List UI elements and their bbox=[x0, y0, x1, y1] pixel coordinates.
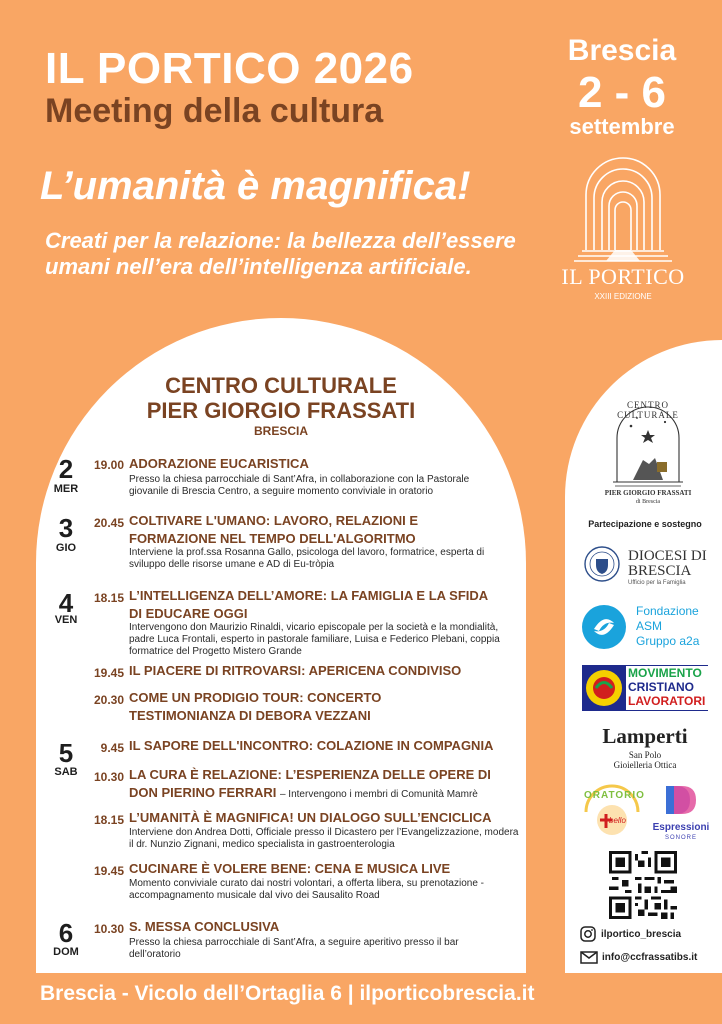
event-time: 19.45 bbox=[93, 864, 124, 878]
event-item-title: IL SAPORE DELL'INCONTRO: COLAZIONE IN COMPAGNIA bbox=[129, 738, 494, 753]
diocesi-seal-icon bbox=[584, 545, 620, 583]
footer-address: Brescia - Vicolo dell’Ortaglia 6 | ilporticobrescia.it bbox=[40, 982, 535, 1005]
mcl-logo bbox=[582, 665, 708, 711]
day-name: DOM bbox=[53, 946, 79, 958]
event-item-desc: Presso la chiesa parrocchiale di Sant’Afra, in collaborazione con la Pastorale giovanile di Brescia Centro, a seguire momento conviviale in oratorio bbox=[129, 474, 470, 497]
event-item-desc: Interviene la prof.ssa Rosanna Gallo, psicologa del lavoro, formatrice, esperta di sviluppo delle risorse umane e AD di Eu-tròpia bbox=[129, 547, 485, 570]
instagram-icon bbox=[580, 926, 596, 942]
event-month: settembre bbox=[569, 114, 675, 139]
mcl-line-2: CRISTIANO bbox=[628, 680, 694, 694]
oratorio-sub: bello bbox=[609, 816, 626, 825]
event-item-title: COME UN PRODIGIO TOUR: CONCERTO TESTIMONIANZA DI DEBORA VEZZANI bbox=[129, 690, 382, 723]
espressioni-line-1: Espressioni bbox=[652, 822, 710, 833]
centro-culturale-logo bbox=[603, 398, 693, 510]
event-time: 20.30 bbox=[93, 693, 124, 707]
instagram-link[interactable] bbox=[580, 925, 681, 943]
event-subtitle: Meeting della cultura bbox=[45, 92, 384, 130]
event-item-desc: – Intervengono i membri di Comunità Mamrè bbox=[279, 789, 478, 800]
event-time: 19.45 bbox=[93, 666, 124, 680]
event-time: 19.00 bbox=[93, 458, 124, 472]
email-address: info@ccfrassatibs.it bbox=[602, 951, 698, 963]
event-time: 9.45 bbox=[100, 741, 124, 755]
venue-line-2: PIER GIORGIO FRASSATI bbox=[146, 398, 416, 423]
event-city: Brescia bbox=[567, 34, 677, 67]
venue-line-1: CENTRO CULTURALE bbox=[165, 373, 397, 398]
event-item-title: IL PIACERE DI RITROVARSI: APERICENA CONDIVISO bbox=[129, 663, 462, 678]
day-name: VEN bbox=[54, 614, 78, 626]
lamperti-sub-2: Gioielleria Ottica bbox=[613, 760, 677, 770]
partners-label: Partecipazione e sostegno bbox=[588, 519, 702, 529]
venue-city: BRESCIA bbox=[253, 424, 308, 438]
lamperti-name: Lamperti bbox=[602, 724, 688, 748]
logo-edition: XXIII EDIZIONE bbox=[594, 292, 652, 301]
day-number: 5 bbox=[58, 738, 74, 768]
event-item-title: L’UMANITÀ È MAGNIFICA! UN DIALOGO SULL’ENCICLICA bbox=[129, 810, 492, 825]
espressioni-line-2: SONORE bbox=[664, 835, 697, 841]
event-description: Creati per la relazione: la bellezza dell’essere umani nell’era dell’intelligenza artificiale. bbox=[45, 228, 516, 279]
asm-line-3: Gruppo a2a bbox=[636, 634, 700, 648]
event-title: IL PORTICO 2026 bbox=[45, 44, 414, 93]
cc-logo-name: PIER GIORGIO FRASSATI bbox=[604, 489, 692, 497]
asm-line-1: Fondazione bbox=[636, 604, 699, 618]
event-tagline: L’umanità è magnifica! bbox=[40, 164, 471, 208]
day-number: 2 bbox=[58, 454, 74, 484]
instagram-handle: ilportico_brescia bbox=[601, 928, 682, 940]
event-time: 10.30 bbox=[93, 770, 124, 784]
event-item-title: ADORAZIONE EUCARISTICA bbox=[129, 456, 309, 471]
day-name: SAB bbox=[54, 766, 78, 778]
diocesi-line-1: DIOCESI DI bbox=[628, 548, 707, 564]
mcl-emblem-icon bbox=[585, 669, 623, 707]
event-time: 10.30 bbox=[93, 922, 124, 936]
day-number: 6 bbox=[58, 918, 74, 948]
asm-line-2: ASM bbox=[636, 619, 663, 633]
diocesi-line-2: BRESCIA bbox=[628, 563, 692, 579]
qr-code-icon[interactable] bbox=[609, 851, 677, 919]
venue-name bbox=[36, 373, 526, 423]
event-item-desc: Momento conviviale curato dai nostri volontari, a offerta libera, su prenotazione - accompagnamento musicale dal vivo dei Sausalito Road bbox=[129, 878, 485, 901]
event-time: 20.45 bbox=[93, 516, 124, 530]
logo-name: IL PORTICO bbox=[561, 264, 685, 289]
event-item-title: COLTIVARE L'UMANO: LAVORO, RELAZIONI E FORMAZIONE NEL TEMPO DELL'ALGORITMO bbox=[129, 513, 419, 546]
event-days: 2 - 6 bbox=[577, 68, 667, 117]
day-number: 4 bbox=[58, 588, 74, 618]
email-icon bbox=[580, 949, 598, 965]
event-time: 18.15 bbox=[93, 813, 124, 827]
cc-logo-city: di Brescia bbox=[635, 499, 661, 505]
oratorio-label: ORATORIO bbox=[584, 790, 645, 801]
diocesi-sub: Ufficio per la Famiglia bbox=[628, 580, 686, 586]
mcl-line-1: MOVIMENTO bbox=[628, 666, 702, 680]
event-time: 18.15 bbox=[93, 591, 124, 605]
event-item-title: L’INTELLIGENZA DELL’AMORE: LA FAMIGLIA E LA SFIDA DI EDUCARE OGGI bbox=[129, 588, 488, 621]
event-item-desc: Presso la chiesa parrocchiale di Sant’Afra, a seguire aperitivo presso il bar dell’oratorio bbox=[129, 937, 459, 960]
fondazione-asm-icon bbox=[582, 605, 626, 649]
day-name: MER bbox=[53, 483, 79, 495]
day-number: 3 bbox=[58, 513, 74, 543]
event-item-desc: Intervengono don Maurizio Rinaldi, vicario episcopale per la società e la mondialità, padre Luca Frontali, esperto in pastorale familiare, Luisa e Federico Plebani, coppia formatrice del Progetto Mistero Grande bbox=[129, 622, 500, 657]
event-item-title bbox=[129, 766, 519, 804]
cc-logo-top: CENTRO CULTURALE bbox=[617, 400, 679, 420]
mcl-line-3: LAVORATORI bbox=[628, 694, 706, 708]
event-item-title: CUCINARE È VOLERE BENE: CENA E MUSICA LIVE bbox=[129, 861, 451, 876]
email-link[interactable] bbox=[580, 948, 697, 966]
day-name: GIO bbox=[55, 542, 77, 554]
event-item-desc: Interviene don Andrea Dotti, Officiale presso il Dicastero per l’Evangelizzazione, modera il dr. Nunzio Zignani, medico specialista in gastroenterologia bbox=[129, 827, 519, 850]
espressioni-sonore-icon bbox=[660, 782, 700, 820]
event-item-title: S. MESSA CONCLUSIVA bbox=[129, 919, 280, 934]
event-item-title-text: LA CURA È RELAZIONE: L’ESPERIENZA DELLE OPERE DI DON PIERINO FERRARI bbox=[129, 767, 491, 800]
portico-logo-icon bbox=[568, 150, 678, 265]
lamperti-sub-1: San Polo bbox=[628, 750, 662, 760]
